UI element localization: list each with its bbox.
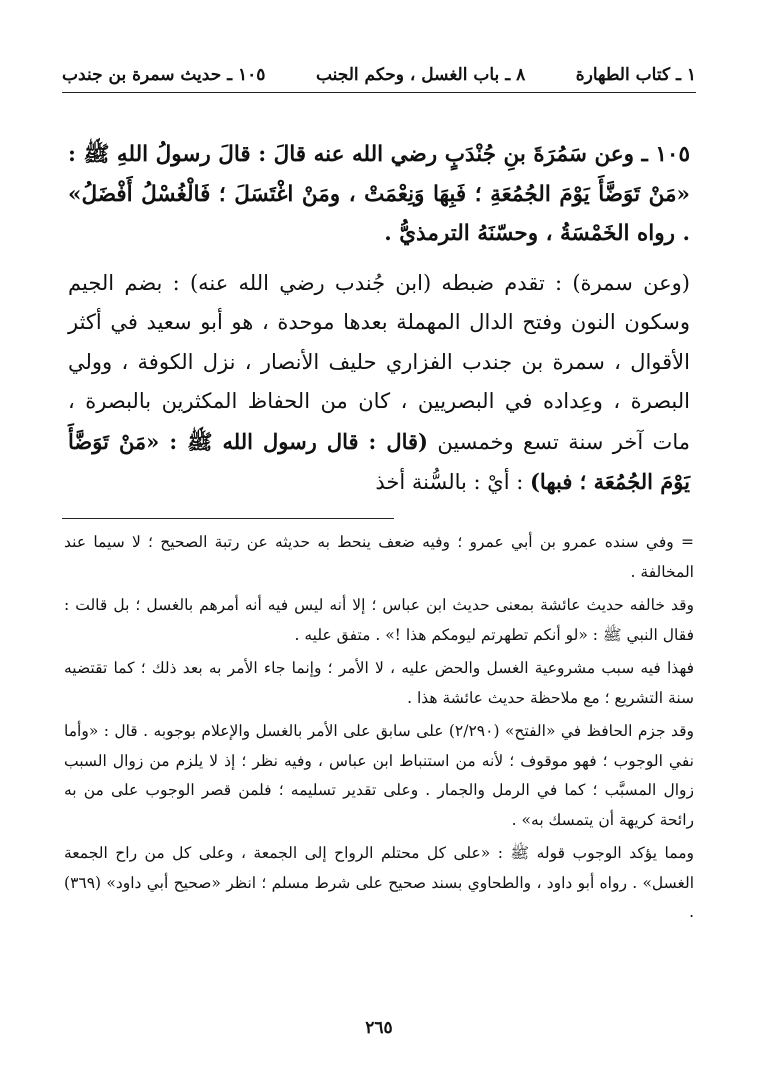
- footnote-paragraph: = وفي سنده عمرو بن أبي عمرو ؛ وفيه ضعف ينحط به حديثه عن رتبة الصحيح ؛ لا سيما عند المخالفة .: [64, 533, 694, 581]
- commentary-lead: (وعن سمرة) : تقدم ضبطه (ابن جُندب رضي الله عنه) : بضم الجيم وسكون النون وفتح الدال المهملة بعدها موحدة ، هو أبو سعيد في أكثر الأقوال ، سمرة بن جندب الفزاري حليف الأنصار ، نزل الكوفة ، وولي البصرة ، وعِداده في البصريين ، كان من الحفاظ المكثرين بالبصرة ، مات آخر سنة تسع وخمسين: [68, 270, 690, 454]
- page-number: ٢٦٥: [365, 1018, 393, 1038]
- running-header: [62, 60, 696, 90]
- hadith-text: ١٠٥ ـ وعن سَمُرَةَ بنِ جُنْدَبٍ رضي الله عنه قالَ : قالَ رسولُ اللهِ ﷺ : «مَنْ تَوَضَّأَ يَوْمَ الجُمُعَةِ ؛ فَبِهَا وَنِعْمَتْ ، ومَنْ اغْتَسَلَ ؛ فَالْغُسْلُ أَفْضَلُ» . رواه الخَمْسَةُ ، وحسّنَهُ الترمذيُّ .: [68, 142, 690, 246]
- main-text: [68, 135, 690, 503]
- commentary-paragraph: [68, 264, 690, 503]
- commentary-quote-rest: : أيْ : بالسُّنة أخذ: [375, 470, 530, 494]
- commentary-quote: (قال : قال رسول الله ﷺ : «مَنْ تَوَضَّأَ يَوْمَ الجُمُعَة ؛ فبها): [68, 428, 690, 494]
- header-divider: [62, 92, 696, 93]
- header-hadith-ref: ١٠٥ ـ حديث سمرة بن جندب: [62, 65, 266, 85]
- footnote-paragraph: وقد جزم الحافظ في «الفتح» (٢/٢٩٠) على سابق على الأمر بالغسل والإعلام بوجوبه . قال : «وأما نفي الوجوب ؛ فهو موقوف ؛ لأنه من استنباط ابن عباس ، وفيه نظر ؛ إذ لا يلزم من زوال السبب زوال المسبَّب ؛ كما في الرمل والجمار . وعلى تقدير تسليمه ؛ فلمن قصر الوجوب على من به رائحة كريهة أن يتمسك به» .: [64, 722, 695, 829]
- footnote-divider: [62, 518, 394, 519]
- header-book-title: ١ ـ كتاب الطهارة: [575, 65, 696, 85]
- footnote-paragraph: وقد خالفه حديث عائشة بمعنى حديث ابن عباس ؛ إلا أنه ليس فيه أنه أمرهم بالغسل ؛ بل قالت : فقال النبي ﷺ : «لو أنكم تطهرتم ليومكم هذا !» . متفق عليه .: [64, 596, 694, 644]
- footnote-paragraph: ومما يؤكد الوجوب قوله ﷺ : «على كل محتلم الرواح إلى الجمعة ، وعلى كل من راح الجمعة الغسل» . رواه أبو داود ، والطحاوي بسند صحيح على شرط مسلم ؛ انظر «صحيح أبي داود» (٣٦٩) .: [64, 844, 694, 921]
- footnote-paragraph: فهذا فيه سبب مشروعية الغسل والحض عليه ، لا الأمر ؛ وإنما جاء الأمر به بعد ذلك ؛ كما تقتضيه سنة التشريع ؛ مع ملاحظة حديث عائشة هذا .: [64, 659, 694, 707]
- header-chapter-title: ٨ ـ باب الغسل ، وحكم الجنب: [315, 65, 526, 85]
- footnotes: [64, 528, 694, 932]
